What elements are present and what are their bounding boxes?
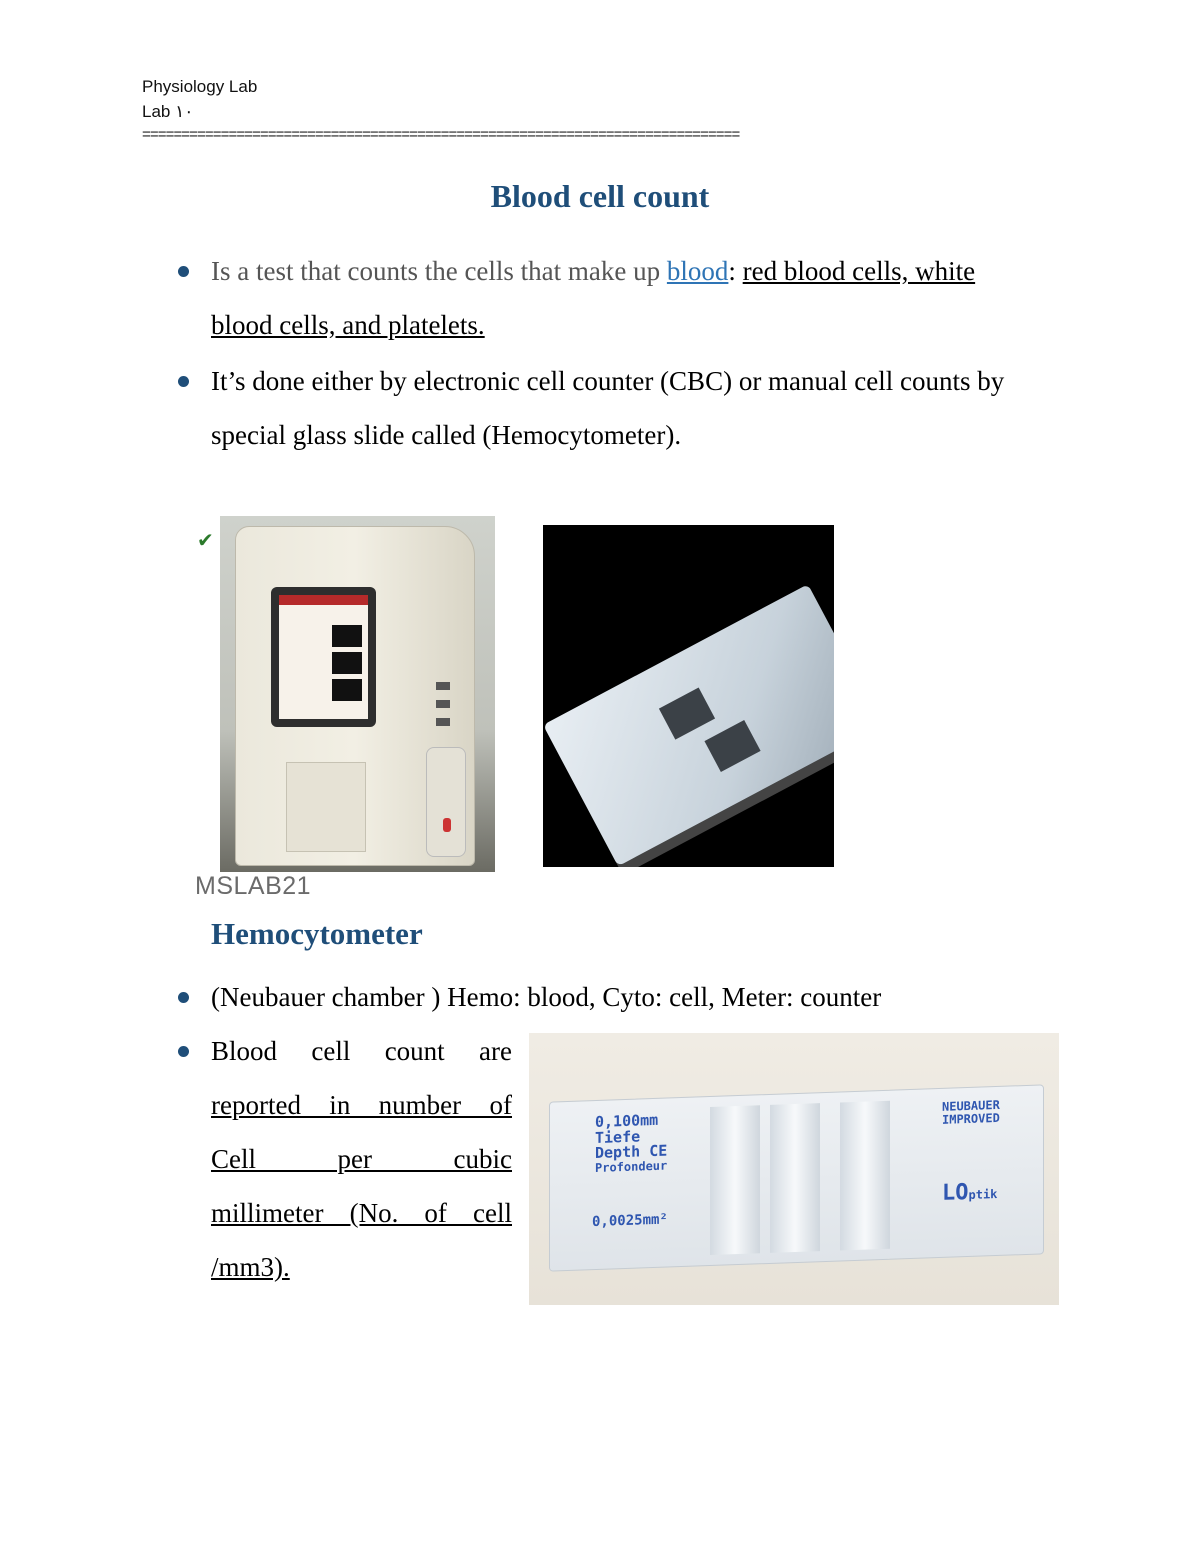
checkmark-icon: ✔ [197,528,214,552]
analyzer-screen [271,587,376,727]
intro-bullet-definition [172,244,1032,352]
image-watermark: MSLAB21 [195,872,312,900]
logo-ptik: ptik [968,1186,998,1202]
ce-mark: CE [649,1141,668,1161]
definition-text: Is a test that counts the cells that make up [211,256,667,286]
units-line-5: /mm3). [211,1252,290,1282]
intro-bullet-list [172,244,1032,464]
slide-depth-value: 0,100mm [595,1110,659,1132]
intro-bullet-methods: It’s done either by electronic cell counter (CBC) or manual cell counts by special glass slide called (Hemocytometer). [172,354,1032,462]
slide-logo [942,1179,997,1206]
blood-link[interactable]: blood [666,256,729,286]
slide-brand [942,1099,1000,1127]
analyzer-sample-probe [426,747,466,857]
neubauer-glass [549,1084,1044,1271]
logo-lo: LO [942,1179,969,1206]
hemo-bullet-etymology: (Neubauer chamber ) Hemo: blood, Cyto: cell, Meter: counter [172,970,1032,1024]
header-lab-number: Lab ١٠ [142,102,194,121]
slide-depth-labels [595,1129,667,1177]
slide-brand-line-1: NEUBAUER [942,1097,1000,1114]
slide-label-depth: Depth [595,1142,641,1163]
slide-area-value: 0,0025mm² [592,1211,668,1231]
counting-chamber-lower [704,720,760,772]
neubauer-slide-photo [529,1033,1059,1305]
units-line-3: Cell per cubic [211,1144,512,1174]
hemocytometer-photo-dark [543,525,834,867]
cell-counter-image [195,516,517,912]
analyzer-body [235,526,475,866]
slide-label-profondeur: Profondeur [595,1158,668,1176]
section-heading-hemocytometer: Hemocytometer [211,916,423,951]
analyzer-photo [220,516,495,872]
header-divider: ============================================================================ [142,126,740,143]
cell-types-text: red blood cells, white blood cells, and platelets. [211,256,976,340]
counting-chamber-upper [659,688,715,740]
glass-slide [543,584,834,866]
slide-channel-middle [770,1103,820,1253]
slide-channel-left [710,1105,760,1255]
units-line-2: reported in number of [211,1090,512,1120]
document-header [142,74,257,124]
analyzer-screen-display [279,595,368,719]
slide-brand-line-2: IMPROVED [942,1110,1000,1127]
page-title: Blood cell count [490,178,710,214]
slide-label-tiefe: Tiefe [595,1127,641,1148]
definition-colon: : [728,256,743,286]
analyzer-indicator-lights [436,682,450,732]
slide-channel-right [840,1101,890,1251]
analyzer-printer-door [286,762,366,852]
hemo-bullet-units [172,1024,512,1294]
units-line-4: millimeter (No. of cell [211,1198,512,1228]
header-course: Physiology Lab [142,77,258,96]
units-line-1: Blood cell count are [211,1036,512,1066]
